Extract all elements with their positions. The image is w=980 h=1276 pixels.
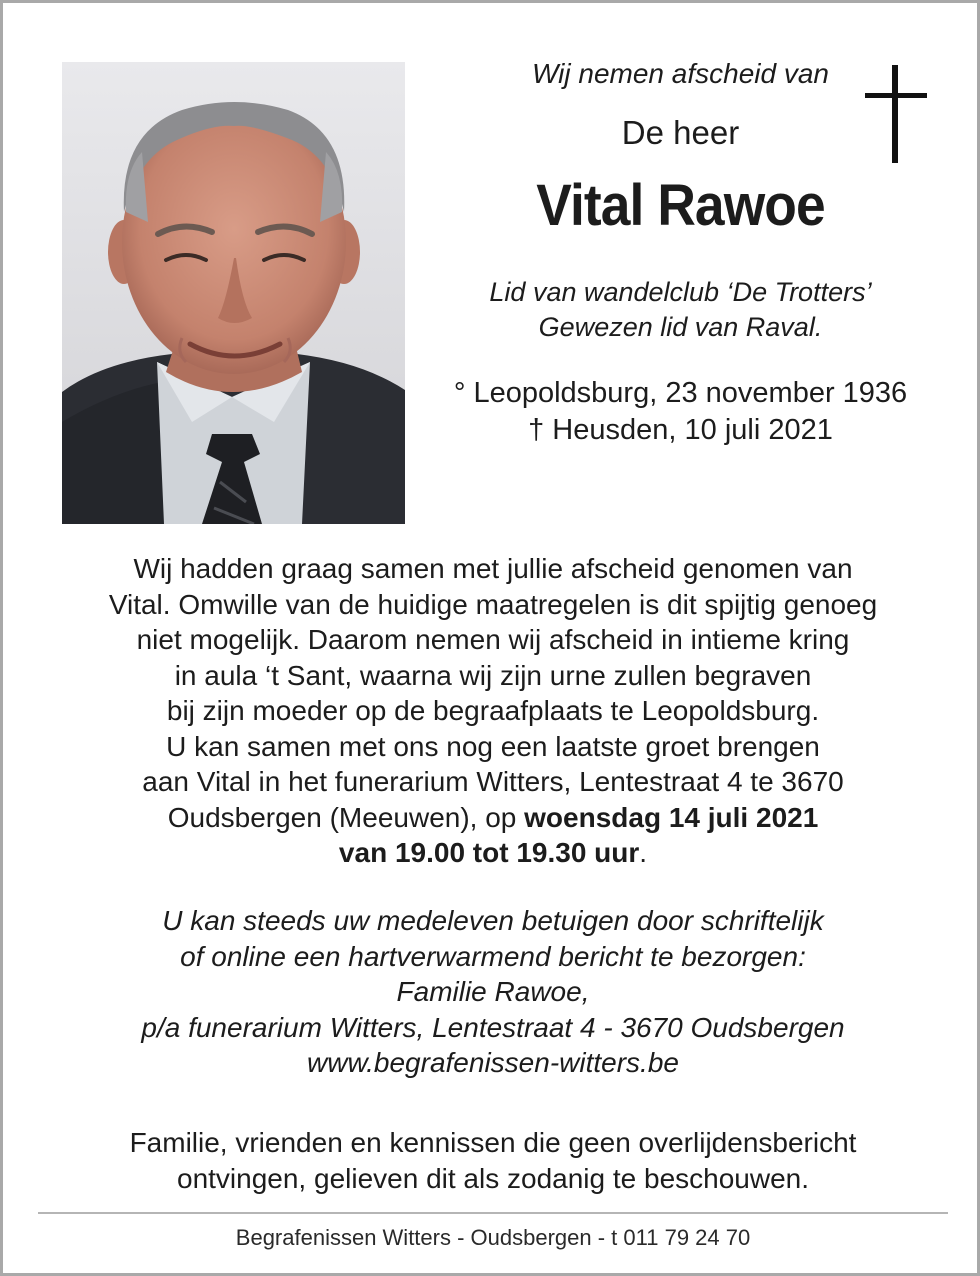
- condolence-line: U kan steeds uw medeleven betuigen door schriftelijk: [162, 905, 824, 936]
- notice-block: [43, 1125, 943, 1197]
- deceased-name: Vital Rawoe: [536, 173, 825, 238]
- body-line: aan Vital in het funerarium Witters, Lentestraat 4 te 3670: [142, 766, 844, 797]
- notice-line: ontvingen, gelieven dit als zodanig te beschouwen.: [177, 1163, 809, 1194]
- condolence-line: of online een hartverwarmend bericht te bezorgen:: [180, 940, 806, 972]
- notice-line: Familie, vrienden en kennissen die geen overlijdensbericht: [129, 1127, 857, 1158]
- intro-text: Wij nemen afscheid van: [531, 58, 829, 89]
- body-text: [43, 551, 943, 871]
- visit-time: van 19.00 tot 19.30 uur: [338, 837, 640, 868]
- body-line: in aula ‘t Sant, waarna wij zijn urne zullen begraven: [174, 659, 812, 691]
- condolence-address: p/a funerarium Witters, Lentestraat 4 - 3670 Oudsbergen: [141, 1011, 845, 1043]
- visit-date: woensdag 14 juli 2021: [524, 801, 819, 833]
- membership-line: Gewezen lid van Raval.: [538, 312, 823, 342]
- announcement-header: [423, 55, 938, 449]
- death-date: † Heusden, 10 juli 2021: [528, 414, 833, 446]
- birth-date: ° Leopoldsburg, 23 november 1936: [453, 377, 908, 409]
- salutation: De heer: [621, 114, 740, 151]
- body-line: Vital. Omwille van de huidige maatregelen is dit spijtig genoeg: [108, 588, 878, 620]
- body-line: niet mogelijk. Daarom nemen wij afscheid in intieme kring: [136, 624, 850, 655]
- body-line-prefix: Oudsbergen (Meeuwen), op: [167, 801, 525, 833]
- condolence-block: [43, 903, 943, 1081]
- condolence-website: www.begrafenissen-witters.be: [307, 1047, 679, 1078]
- portrait-photo: [62, 62, 405, 524]
- body-line: [43, 835, 943, 871]
- membership-block: [423, 275, 938, 345]
- portrait-illustration: [62, 62, 405, 524]
- body-line: [43, 800, 943, 836]
- body-line: Wij hadden graag samen met jullie afscheid genomen van: [133, 553, 853, 584]
- footer-divider: [38, 1212, 948, 1214]
- body-line: bij zijn moeder op de begraafplaats te Leopoldsburg.: [166, 695, 820, 726]
- body-line-suffix: .: [639, 837, 648, 868]
- condolence-recipient: Familie Rawoe,: [396, 976, 590, 1007]
- membership-line: Lid van wandelclub ‘De Trotters’: [489, 277, 872, 307]
- body-line: U kan samen met ons nog een laatste groet brengen: [166, 730, 820, 762]
- dates-block: [423, 375, 938, 449]
- footer-contact: Begrafenissen Witters - Oudsbergen - t 011 79 24 70: [235, 1225, 751, 1250]
